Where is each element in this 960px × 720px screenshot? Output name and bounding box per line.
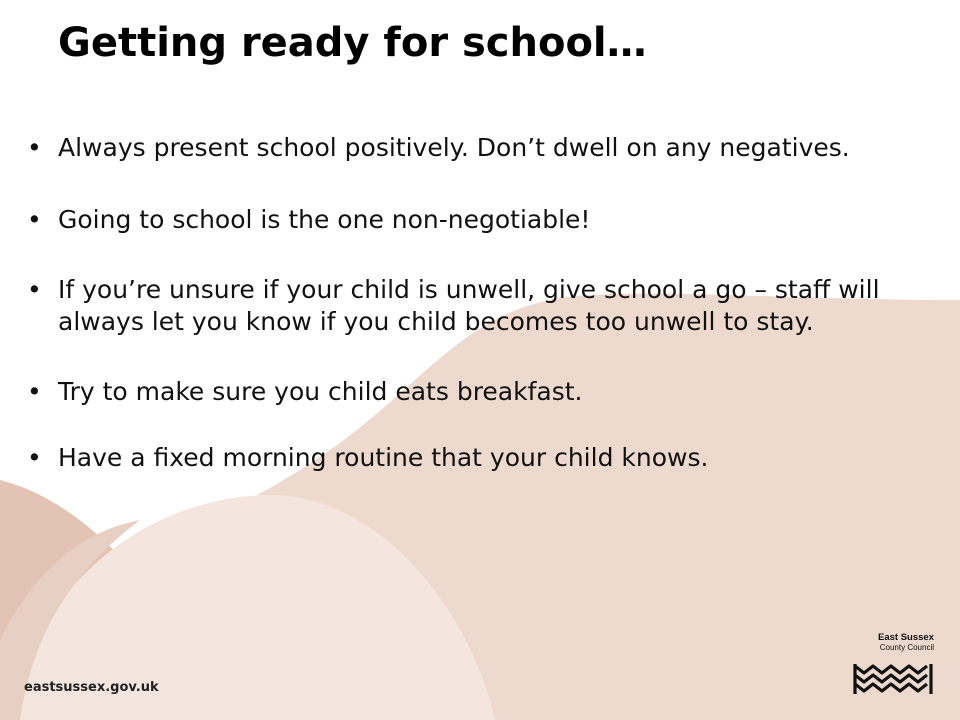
bullet-text: If you’re unsure if your child is unwell, give school a go – staff will always let you know if you child becomes too unwell to stay. (58, 275, 880, 336)
bullet-item (0, 132, 900, 164)
slide-title: Getting ready for school… (58, 20, 647, 66)
bullet-list (0, 132, 900, 474)
bullet-text: Always present school positively. Don’t dwell on any negatives. (58, 133, 850, 162)
bullet-item (0, 274, 900, 338)
council-logo (852, 632, 938, 696)
bullet-text: Try to make sure you child eats breakfast. (58, 377, 583, 406)
logo-name: East Sussex (878, 632, 934, 643)
bullet-item (0, 442, 900, 474)
website-url: eastsussex.gov.uk (24, 680, 159, 695)
logo-text (852, 632, 934, 653)
waves-icon (852, 658, 934, 696)
bullet-dot: • (27, 377, 42, 406)
bullet-text: Going to school is the one non-negotiable! (58, 205, 591, 234)
bullet-dot: • (27, 443, 42, 472)
bullet-item (0, 204, 900, 236)
bullet-dot: • (27, 133, 42, 162)
bullet-item (0, 376, 900, 408)
bullet-dot: • (27, 205, 42, 234)
bullet-text: Have a fixed morning routine that your child knows. (58, 443, 709, 472)
bullet-dot: • (27, 275, 42, 304)
logo-subtitle: County Council (879, 643, 934, 652)
